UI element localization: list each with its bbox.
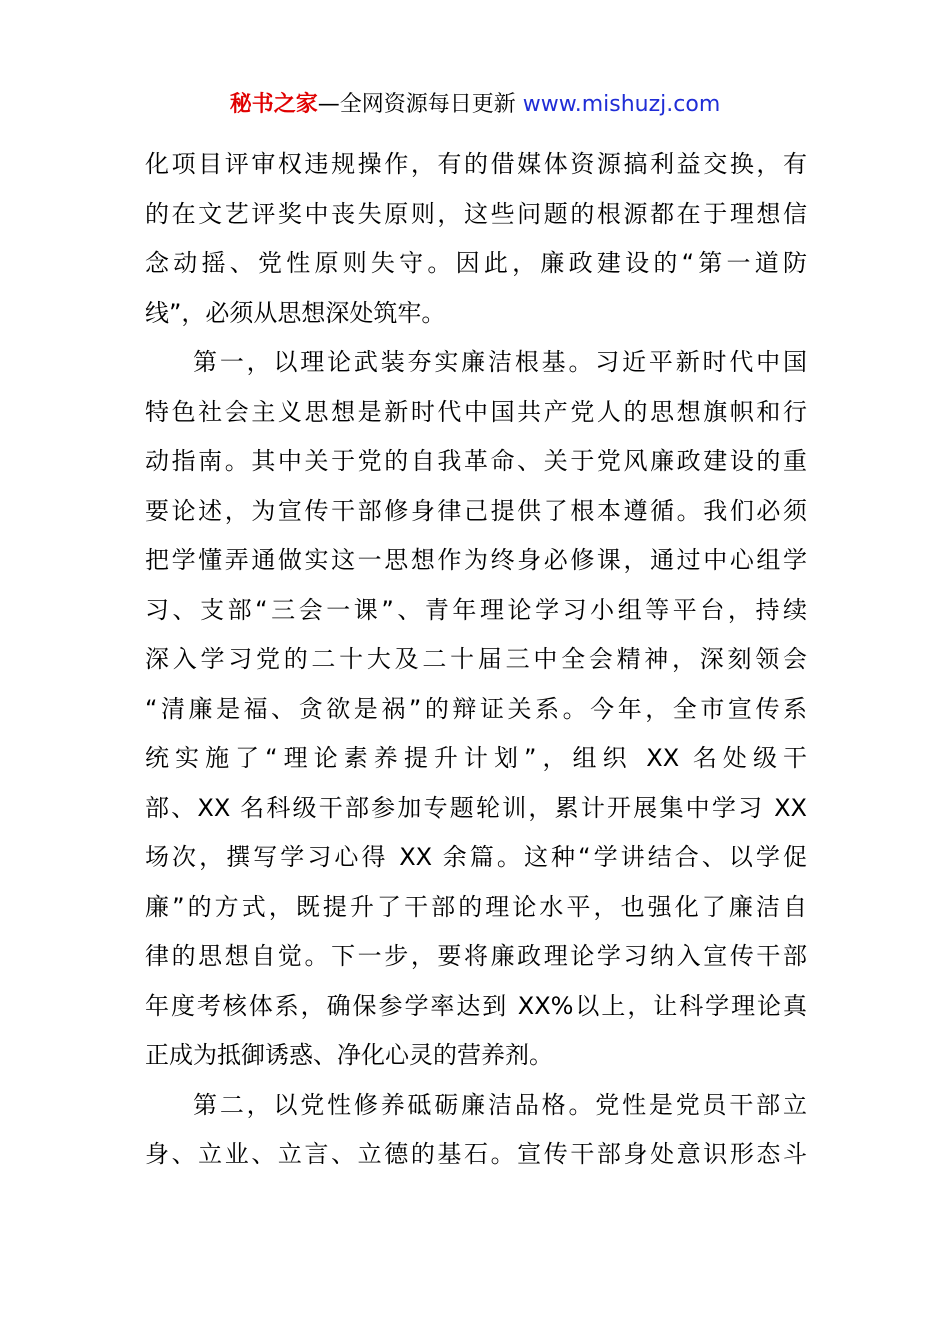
document-body bbox=[145, 140, 807, 1180]
paragraph-start-line: 第二，以党性修养砥砺廉洁品格。党性是党员干部立 bbox=[193, 1090, 807, 1119]
text-line: 化项目评审权违规操作，有的借媒体资源搞利益交换，有 bbox=[145, 150, 807, 178]
text-line: 深入学习党的二十大及二十届三中全会精神，深刻领会 bbox=[145, 645, 807, 673]
site-header bbox=[0, 88, 950, 122]
site-url-link[interactable]: www.mishuzj.com bbox=[522, 92, 721, 117]
text-line: 线”，必须从思想深处筑牢。 bbox=[145, 298, 446, 327]
text-line: 特色社会主义思想是新时代中国共产党人的思想旗帜和行 bbox=[145, 397, 807, 426]
site-tagline: —全网资源每日更新 bbox=[317, 92, 523, 117]
text-line: 身、立业、立言、立德的基石。宣传干部身处意识形态斗 bbox=[145, 1140, 807, 1168]
text-line: 部、XX 名科级干部参加专题轮训，累计开展集中学习 XX bbox=[145, 793, 807, 822]
text-line: 廉”的方式，既提升了干部的理论水平，也强化了廉洁自 bbox=[145, 892, 807, 921]
text-line: 年度考核体系，确保参学率达到 XX%以上，让科学理论真 bbox=[145, 991, 807, 1020]
text-line: 念动摇、党性原则失守。因此，廉政建设的“第一道防 bbox=[145, 249, 807, 277]
text-line: “清廉是福、贪欲是祸”的辩证关系。今年，全市宣传系 bbox=[145, 694, 807, 723]
text-line: 把学懂弄通做实这一思想作为终身必修课，通过中心组学 bbox=[145, 546, 807, 574]
text-line: 律的思想自觉。下一步，要将廉政理论学习纳入宣传干部 bbox=[145, 942, 807, 970]
text-line: 正成为抵御诱惑、净化心灵的营养剂。 bbox=[145, 1041, 553, 1069]
text-line: 场次，撰写学习心得 XX 余篇。这种“学讲结合、以学促 bbox=[145, 843, 807, 871]
text-line: 动指南。其中关于党的自我革命、关于党风廉政建设的重 bbox=[145, 447, 807, 475]
paragraph-start-line: 第一，以理论武装夯实廉洁根基。习近平新时代中国 bbox=[193, 348, 807, 376]
text-line: 要论述，为宣传干部修身律己提供了根本遵循。我们必须 bbox=[145, 496, 807, 525]
text-line: 统实施了“理论素养提升计划”，组织 XX 名处级干 bbox=[145, 744, 807, 772]
text-line: 的在文艺评奖中丧失原则，这些问题的根源都在于理想信 bbox=[145, 199, 807, 228]
site-brand: 秘书之家 bbox=[229, 92, 318, 117]
text-line: 习、支部“三会一课”、青年理论学习小组等平台，持续 bbox=[145, 595, 807, 624]
